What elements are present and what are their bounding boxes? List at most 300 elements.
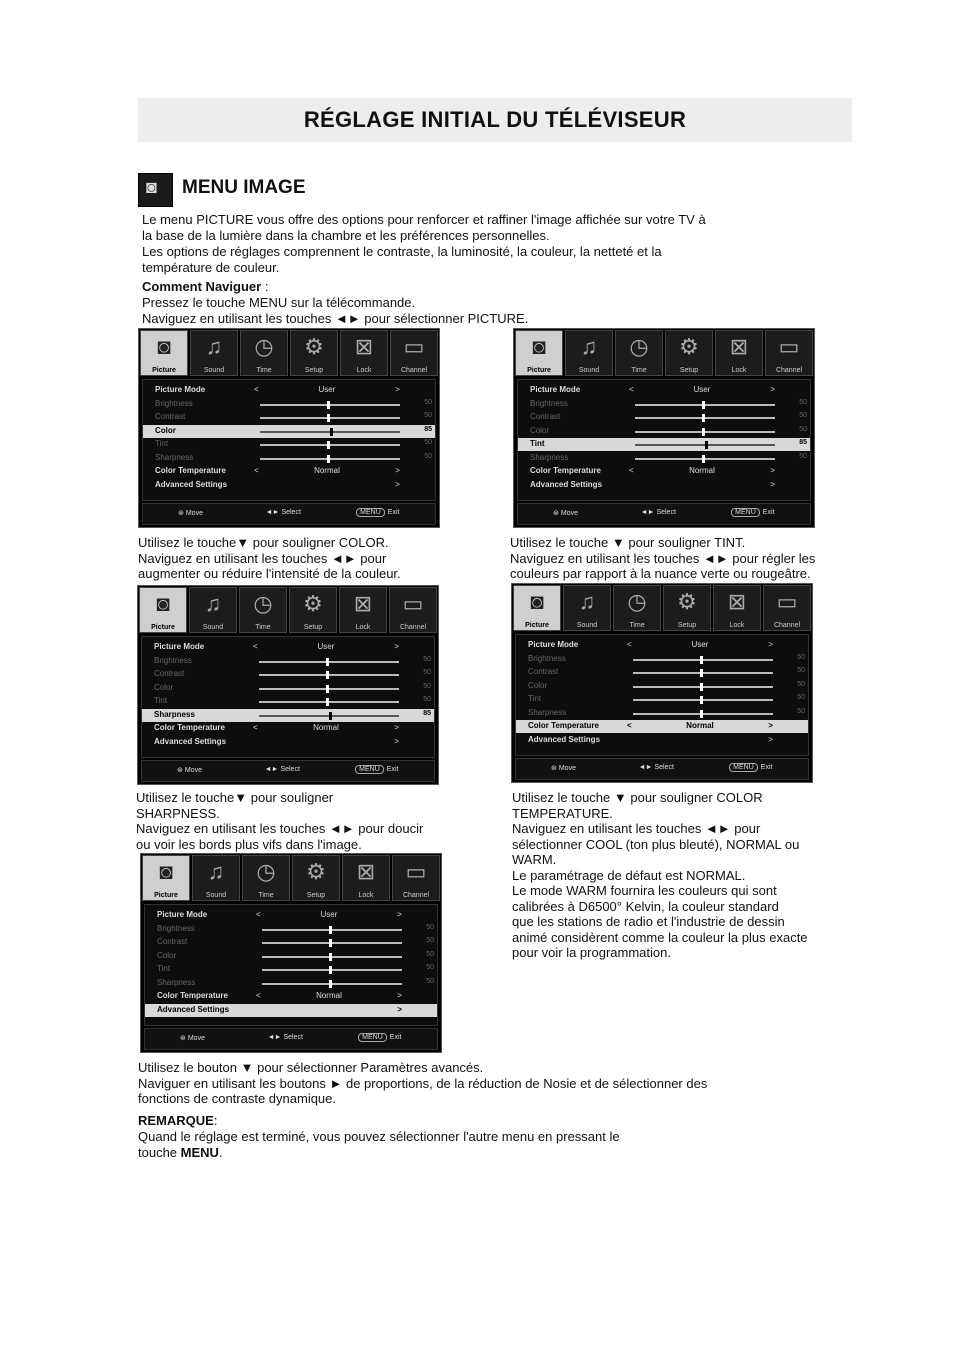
tab-sound[interactable] <box>189 587 237 633</box>
remark-line: Quand le réglage est terminé, vous pouvez sélectionner l'autre menu en pressant le <box>138 1129 620 1144</box>
lock-icon: ⊠ <box>356 859 376 884</box>
slider-value: 50 <box>424 439 432 446</box>
slider-value: 50 <box>426 950 434 958</box>
caption-line: Naviguez en utilisant les touches ◄► pour doucir <box>136 821 424 836</box>
tab-time[interactable] <box>613 585 661 631</box>
menu-row-contrast[interactable] <box>516 666 808 679</box>
tab-picture[interactable] <box>139 587 187 633</box>
caption-line: Utilisez le touche▼ pour souligner COLOR. <box>138 535 389 550</box>
tab-lock[interactable] <box>715 330 763 376</box>
footer-exit <box>356 509 399 516</box>
tab-label: Setup <box>303 624 323 631</box>
tab-setup[interactable] <box>663 585 711 631</box>
time-icon: ◷ <box>254 334 274 359</box>
left-right-icon: ◄► <box>267 1034 284 1041</box>
setup-icon: ⚙ <box>304 334 324 359</box>
up-down-icon: ⊛ <box>553 510 561 517</box>
slider-knob[interactable] <box>702 414 705 422</box>
menu-item-label: Advanced Settings <box>157 1004 230 1014</box>
menu-item-label: Picture Mode <box>154 642 205 651</box>
tab-picture[interactable] <box>513 585 561 631</box>
footer-move-label: Move <box>184 767 202 774</box>
slider-knob[interactable] <box>326 658 329 666</box>
setup-icon: ⚙ <box>306 859 326 884</box>
slider-knob[interactable] <box>702 455 705 463</box>
caption-line: animé considèrent comme la couleur la plus exacte <box>512 929 808 945</box>
slider-track <box>633 672 773 674</box>
tab-channel[interactable] <box>392 855 440 901</box>
tab-label: Setup <box>304 367 324 374</box>
slider-value: 85 <box>424 425 432 433</box>
remark-heading: REMARQUE <box>138 1113 214 1128</box>
channel-icon: ▭ <box>403 334 425 359</box>
footer-select-label: Select <box>283 1034 303 1041</box>
tab-label: Picture <box>151 624 175 631</box>
footer-move <box>553 509 578 517</box>
slider-track <box>633 659 773 661</box>
menu-item-value: Normal <box>314 466 340 475</box>
menu-row-sharpness[interactable] <box>518 452 810 465</box>
nav-line: Naviguez en utilisant les touches ◄► pour sélectionner PICTURE. <box>142 311 529 326</box>
menu-item-label: Color Temperature <box>528 721 599 730</box>
slider-value: 50 <box>799 412 807 419</box>
menu-row-picture-mode[interactable] <box>518 384 810 397</box>
slider-knob[interactable] <box>329 953 332 961</box>
menu-row-contrast[interactable] <box>142 668 434 681</box>
footer-move-label: Move <box>187 1035 205 1042</box>
title-bar <box>138 98 852 142</box>
caption-line: calibrées à D6500° Kelvin, la couleur standard <box>512 898 779 914</box>
caption-line: fonctions de contraste dynamique. <box>138 1091 337 1106</box>
intro-line: Les options de réglages comprennent le contraste, la luminosité, la couleur, la netteté et la <box>142 244 662 259</box>
slider-track <box>260 404 400 406</box>
remark <box>138 1113 838 1161</box>
footer-exit-label: Exit <box>389 1034 402 1041</box>
menu-row-sharpness[interactable] <box>143 452 435 465</box>
tv-menu-color <box>138 328 440 528</box>
slider-value: 50 <box>426 977 434 985</box>
menu-item-value: User <box>317 642 335 651</box>
menu-row-sharpness[interactable] <box>516 707 808 720</box>
tab-label: Setup <box>306 892 326 899</box>
menu-item-label: Color <box>157 950 177 960</box>
footer-select <box>639 764 674 771</box>
slider-knob[interactable] <box>326 685 329 693</box>
footer-exit <box>731 509 774 516</box>
menu-row-tint[interactable] <box>143 438 435 451</box>
caption-line: Utilisez le touche▼ pour souligner <box>136 790 334 805</box>
menu-key-badge: MENU <box>731 508 760 517</box>
menu-row-sharpness[interactable] <box>145 977 437 990</box>
tab-label: Lock <box>356 367 372 374</box>
sound-icon: ♫ <box>207 859 225 884</box>
caption-line: WARM. <box>512 852 557 867</box>
slider-track <box>262 956 402 958</box>
nav-line: Pressez le touche MENU sur la télécommande. <box>142 295 416 310</box>
tab-sound[interactable] <box>190 330 238 376</box>
arrow-right-icon: > <box>770 466 775 475</box>
footer-exit <box>729 764 772 771</box>
menu-item-label: Sharpness <box>530 452 569 462</box>
setup-icon: ⚙ <box>679 334 699 359</box>
arrow-left-icon: < <box>252 723 258 732</box>
setup-icon: ⚙ <box>677 589 697 614</box>
footer-select-label: Select <box>280 766 300 773</box>
menu-row-color-temperature[interactable] <box>516 720 808 733</box>
slider-track <box>259 715 399 717</box>
footer-exit-label: Exit <box>386 766 399 773</box>
menu-row-color-temperature[interactable] <box>518 465 810 478</box>
footer-select-label: Select <box>281 509 301 516</box>
tab-setup[interactable] <box>290 330 338 376</box>
tab-label: Picture <box>154 892 178 899</box>
menu-footer <box>517 503 811 525</box>
menu-item-label: Advanced Settings <box>530 479 603 489</box>
menu-body <box>144 904 438 1026</box>
caption-line: Naviguez en utilisant les touches ◄► pour <box>512 821 761 836</box>
intro-line: la base de la lumière dans la chambre et les préférences personnelles. <box>142 228 550 243</box>
nav-heading: Comment Naviguer <box>142 279 262 294</box>
tab-time[interactable] <box>239 587 287 633</box>
tab-sound[interactable] <box>192 855 240 901</box>
slider-knob[interactable] <box>700 696 703 704</box>
caption-line: TEMPERATURE. <box>512 805 613 821</box>
page-title: RÉGLAGE INITIAL DU TÉLÉVISEUR <box>303 107 687 132</box>
menu-item-label: Sharpness <box>155 452 194 462</box>
sound-icon: ♫ <box>580 334 598 359</box>
tab-lock[interactable] <box>713 585 761 631</box>
menu-item-value: User <box>318 385 336 394</box>
arrow-right-icon: > <box>395 466 400 475</box>
slider-knob[interactable] <box>705 441 708 449</box>
tab-label: Lock <box>731 367 747 374</box>
slider-knob[interactable] <box>326 698 329 706</box>
caption-line: pour voir la programmation. <box>512 945 671 960</box>
menu-body <box>515 634 809 756</box>
slider-knob[interactable] <box>700 683 703 691</box>
menu-tabs <box>139 329 439 377</box>
menu-row-advanced-settings[interactable] <box>518 479 810 492</box>
caption-line: ou voir les bords plus vifs dans l'image. <box>136 836 362 852</box>
arrow-left-icon: < <box>253 466 259 475</box>
time-icon: ◷ <box>256 859 276 884</box>
time-icon: ◷ <box>627 589 647 614</box>
slider-track <box>633 686 773 688</box>
footer-select <box>265 766 300 773</box>
menu-row-advanced-settings[interactable] <box>142 736 434 749</box>
arrow-left-icon: < <box>628 385 634 394</box>
menu-tabs <box>512 584 812 632</box>
menu-row-picture-mode[interactable] <box>145 909 437 922</box>
left-right-icon: ◄► <box>264 766 281 773</box>
slider-knob[interactable] <box>327 455 330 463</box>
menu-row-color-temperature[interactable] <box>145 990 437 1003</box>
up-down-icon: ⊛ <box>551 765 559 772</box>
slider-knob[interactable] <box>702 401 705 409</box>
slider-track <box>260 417 400 419</box>
menu-key-badge: MENU <box>729 763 758 772</box>
tab-label: Time <box>255 624 271 631</box>
slider-track <box>633 699 773 701</box>
lock-icon: ⊠ <box>354 334 374 359</box>
slider-knob[interactable] <box>329 966 332 974</box>
menu-item-value: User <box>691 640 709 649</box>
tab-lock[interactable] <box>339 587 387 633</box>
slider-value: 50 <box>797 653 805 661</box>
picture-icon: ◙ <box>159 859 173 884</box>
caption-color-temperature <box>512 790 852 961</box>
menu-row-tint[interactable] <box>516 693 808 706</box>
slider-knob[interactable] <box>326 671 329 679</box>
tab-label: Lock <box>729 622 745 629</box>
menu-row-brightness[interactable] <box>518 398 810 411</box>
tab-label: Channel <box>402 892 430 899</box>
arrow-right-icon: > <box>768 721 773 730</box>
menu-body <box>517 379 811 501</box>
picture-section-icon <box>138 173 173 207</box>
time-icon: ◷ <box>629 334 649 359</box>
picture-icon: ◙ <box>156 591 170 616</box>
slider-knob[interactable] <box>329 712 332 720</box>
menu-key-badge: MENU <box>358 1033 387 1042</box>
picture-icon: ◙ <box>532 334 546 359</box>
menu-item-label: Color <box>530 425 550 435</box>
footer-move <box>178 509 203 517</box>
intro-line: Le menu PICTURE vous offre des options pour renforcer et raffiner l'image affichée sur votre TV à <box>142 212 706 227</box>
tab-channel[interactable] <box>389 587 437 633</box>
menu-item-label: Contrast <box>157 937 188 946</box>
left-right-icon: ◄► <box>638 764 655 771</box>
sound-icon: ♫ <box>205 334 223 359</box>
arrow-right-icon: > <box>768 734 773 744</box>
caption-line: sélectionner COOL (ton plus bleuté), NORMAL ou <box>512 836 800 852</box>
slider-knob[interactable] <box>327 414 330 422</box>
menu-item-label: Color Temperature <box>530 466 601 475</box>
slider-track <box>259 674 399 676</box>
slider-track <box>262 929 402 931</box>
menu-row-brightness[interactable] <box>142 655 434 668</box>
tab-sound[interactable] <box>565 330 613 376</box>
menu-row-tint[interactable] <box>145 963 437 976</box>
menu-row-advanced-settings[interactable] <box>143 479 435 492</box>
slider-value: 50 <box>423 696 431 703</box>
tab-label: Sound <box>576 622 598 629</box>
menu-item-label: Contrast <box>530 412 561 421</box>
footer-select-label: Select <box>656 509 676 516</box>
lock-icon: ⊠ <box>729 334 749 359</box>
tab-label: Sound <box>203 367 225 374</box>
slider-knob[interactable] <box>327 401 330 409</box>
tab-channel[interactable] <box>765 330 813 376</box>
arrow-right-icon: > <box>394 736 399 746</box>
menu-row-contrast[interactable] <box>143 411 435 424</box>
menu-item-label: Advanced Settings <box>154 736 227 746</box>
menu-item-label: Sharpness <box>528 707 567 717</box>
menu-row-color[interactable] <box>516 680 808 693</box>
menu-row-advanced-settings[interactable] <box>145 1004 437 1017</box>
tab-label: Setup <box>677 622 697 629</box>
caption-sharpness <box>136 790 496 852</box>
slider-knob[interactable] <box>330 428 333 436</box>
menu-item-label: Picture Mode <box>530 385 581 394</box>
menu-item-label: Color Temperature <box>155 466 226 475</box>
menu-item-label: Color Temperature <box>154 723 225 732</box>
menu-item-label: Brightness <box>530 398 568 408</box>
slider-value: 50 <box>426 964 434 971</box>
footer-move <box>177 766 202 774</box>
time-icon: ◷ <box>253 591 273 616</box>
menu-row-brightness[interactable] <box>143 398 435 411</box>
slider-track <box>635 431 775 433</box>
menu-row-contrast[interactable] <box>145 936 437 949</box>
menu-row-color[interactable] <box>142 682 434 695</box>
slider-track <box>635 444 775 446</box>
footer-exit <box>358 1034 401 1041</box>
footer-exit-label: Exit <box>387 509 400 516</box>
tab-setup[interactable] <box>289 587 337 633</box>
slider-value: 50 <box>797 707 805 715</box>
menu-item-label: Picture Mode <box>155 385 206 394</box>
menu-item-label: Tint <box>155 439 169 448</box>
tab-label: Setup <box>679 367 699 374</box>
left-right-icon: ◄► <box>265 509 282 516</box>
slider-knob[interactable] <box>702 428 705 436</box>
menu-item-label: Color <box>528 680 548 690</box>
arrow-right-icon: > <box>770 385 775 394</box>
menu-key-badge: MENU <box>356 508 385 517</box>
section-title: MENU IMAGE <box>182 177 306 198</box>
slider-value: 50 <box>423 655 431 663</box>
slider-value: 50 <box>797 694 805 701</box>
menu-row-contrast[interactable] <box>518 411 810 424</box>
caption-line: Naviguer en utilisant les boutons ► de proportions, de la réduction de Nosie et de sélectionner des <box>138 1075 708 1091</box>
tab-channel[interactable] <box>390 330 438 376</box>
footer-move-label: Move <box>185 510 203 517</box>
tab-channel[interactable] <box>763 585 811 631</box>
picture-icon: ◙ <box>530 589 544 614</box>
menu-item-value: Normal <box>313 723 339 732</box>
caption-line: SHARPNESS. <box>136 805 220 821</box>
tab-label: Channel <box>775 367 803 374</box>
tab-label: Time <box>629 622 645 629</box>
menu-item-label: Brightness <box>155 398 193 408</box>
tab-picture[interactable] <box>515 330 563 376</box>
slider-knob[interactable] <box>329 926 332 934</box>
tab-setup[interactable] <box>665 330 713 376</box>
slider-track <box>260 444 400 446</box>
tab-lock[interactable] <box>340 330 388 376</box>
menu-item-label: Color <box>154 682 174 692</box>
remark-menu-key: MENU <box>180 1145 219 1160</box>
menu-item-value: Normal <box>316 991 342 1000</box>
menu-tabs <box>514 329 814 377</box>
menu-row-color[interactable] <box>143 425 435 438</box>
caption-line: Utilisez le touche ▼ pour souligner COLOR <box>512 790 763 805</box>
menu-row-advanced-settings[interactable] <box>516 734 808 747</box>
menu-item-label: Contrast <box>154 669 185 678</box>
caption-line: Utilisez le touche ▼ pour souligner TINT. <box>510 535 746 550</box>
footer-select <box>266 509 301 516</box>
tab-label: Lock <box>355 624 371 631</box>
menu-row-tint[interactable] <box>142 695 434 708</box>
arrow-right-icon: > <box>397 991 402 1000</box>
menu-item-label: Tint <box>528 694 542 703</box>
caption-color <box>138 535 498 582</box>
menu-row-picture-mode[interactable] <box>142 641 434 654</box>
slider-knob[interactable] <box>700 710 703 718</box>
caption-line: Naviguez en utilisant les touches ◄► pour <box>138 550 387 566</box>
menu-row-brightness[interactable] <box>145 923 437 936</box>
channel-icon: ▭ <box>405 859 427 884</box>
tv-menu-tint <box>513 328 815 528</box>
sound-icon: ♫ <box>204 591 222 616</box>
slider-knob[interactable] <box>329 939 332 947</box>
tab-time[interactable] <box>240 330 288 376</box>
menu-row-picture-mode[interactable] <box>516 639 808 652</box>
tab-picture[interactable] <box>140 330 188 376</box>
menu-row-color-temperature[interactable] <box>142 722 434 735</box>
menu-row-color-temperature[interactable] <box>143 465 435 478</box>
arrow-left-icon: < <box>253 385 259 394</box>
footer-move-label: Move <box>560 510 578 517</box>
footer-exit <box>355 766 398 773</box>
tab-lock[interactable] <box>342 855 390 901</box>
slider-knob[interactable] <box>329 980 332 988</box>
tab-label: Time <box>258 892 274 899</box>
tab-label: Time <box>631 367 647 374</box>
slider-value: 50 <box>424 412 432 419</box>
caption-line: Le mode WARM fournira les couleurs qui sont <box>512 883 777 898</box>
menu-row-sharpness[interactable] <box>142 709 434 722</box>
tab-sound[interactable] <box>563 585 611 631</box>
slider-value: 85 <box>799 439 807 446</box>
caption-advanced <box>138 1060 838 1107</box>
slider-track <box>259 661 399 663</box>
footer-select-label: Select <box>654 764 674 771</box>
tab-label: Lock <box>358 892 374 899</box>
slider-knob[interactable] <box>700 669 703 677</box>
tab-time[interactable] <box>615 330 663 376</box>
tab-time[interactable] <box>242 855 290 901</box>
arrow-left-icon: < <box>255 910 261 919</box>
menu-item-label: Color <box>155 425 176 435</box>
slider-knob[interactable] <box>327 441 330 449</box>
tab-label: Sound <box>578 367 600 374</box>
slider-track <box>260 431 400 433</box>
arrow-right-icon: > <box>397 1004 402 1014</box>
nav-heading-suffix: : <box>261 279 269 294</box>
caption-tint <box>510 535 850 582</box>
caption-line: que les stations de radio et l'industrie de dessin <box>512 914 785 929</box>
menu-row-picture-mode[interactable] <box>143 384 435 397</box>
menu-row-color[interactable] <box>145 950 437 963</box>
menu-body <box>142 379 436 501</box>
intro-line: température de couleur. <box>142 260 280 275</box>
tab-picture[interactable] <box>142 855 190 901</box>
menu-tabs <box>138 586 438 634</box>
slider-value: 85 <box>423 709 431 717</box>
left-right-icon: ◄► <box>640 509 657 516</box>
slider-knob[interactable] <box>700 656 703 664</box>
tab-label: Channel <box>399 624 427 631</box>
menu-row-brightness[interactable] <box>516 653 808 666</box>
tab-label: Time <box>256 367 272 374</box>
menu-row-color[interactable] <box>518 425 810 438</box>
tab-setup[interactable] <box>292 855 340 901</box>
tab-label: Sound <box>205 892 227 899</box>
slider-track <box>259 701 399 703</box>
menu-row-tint[interactable] <box>518 438 810 451</box>
